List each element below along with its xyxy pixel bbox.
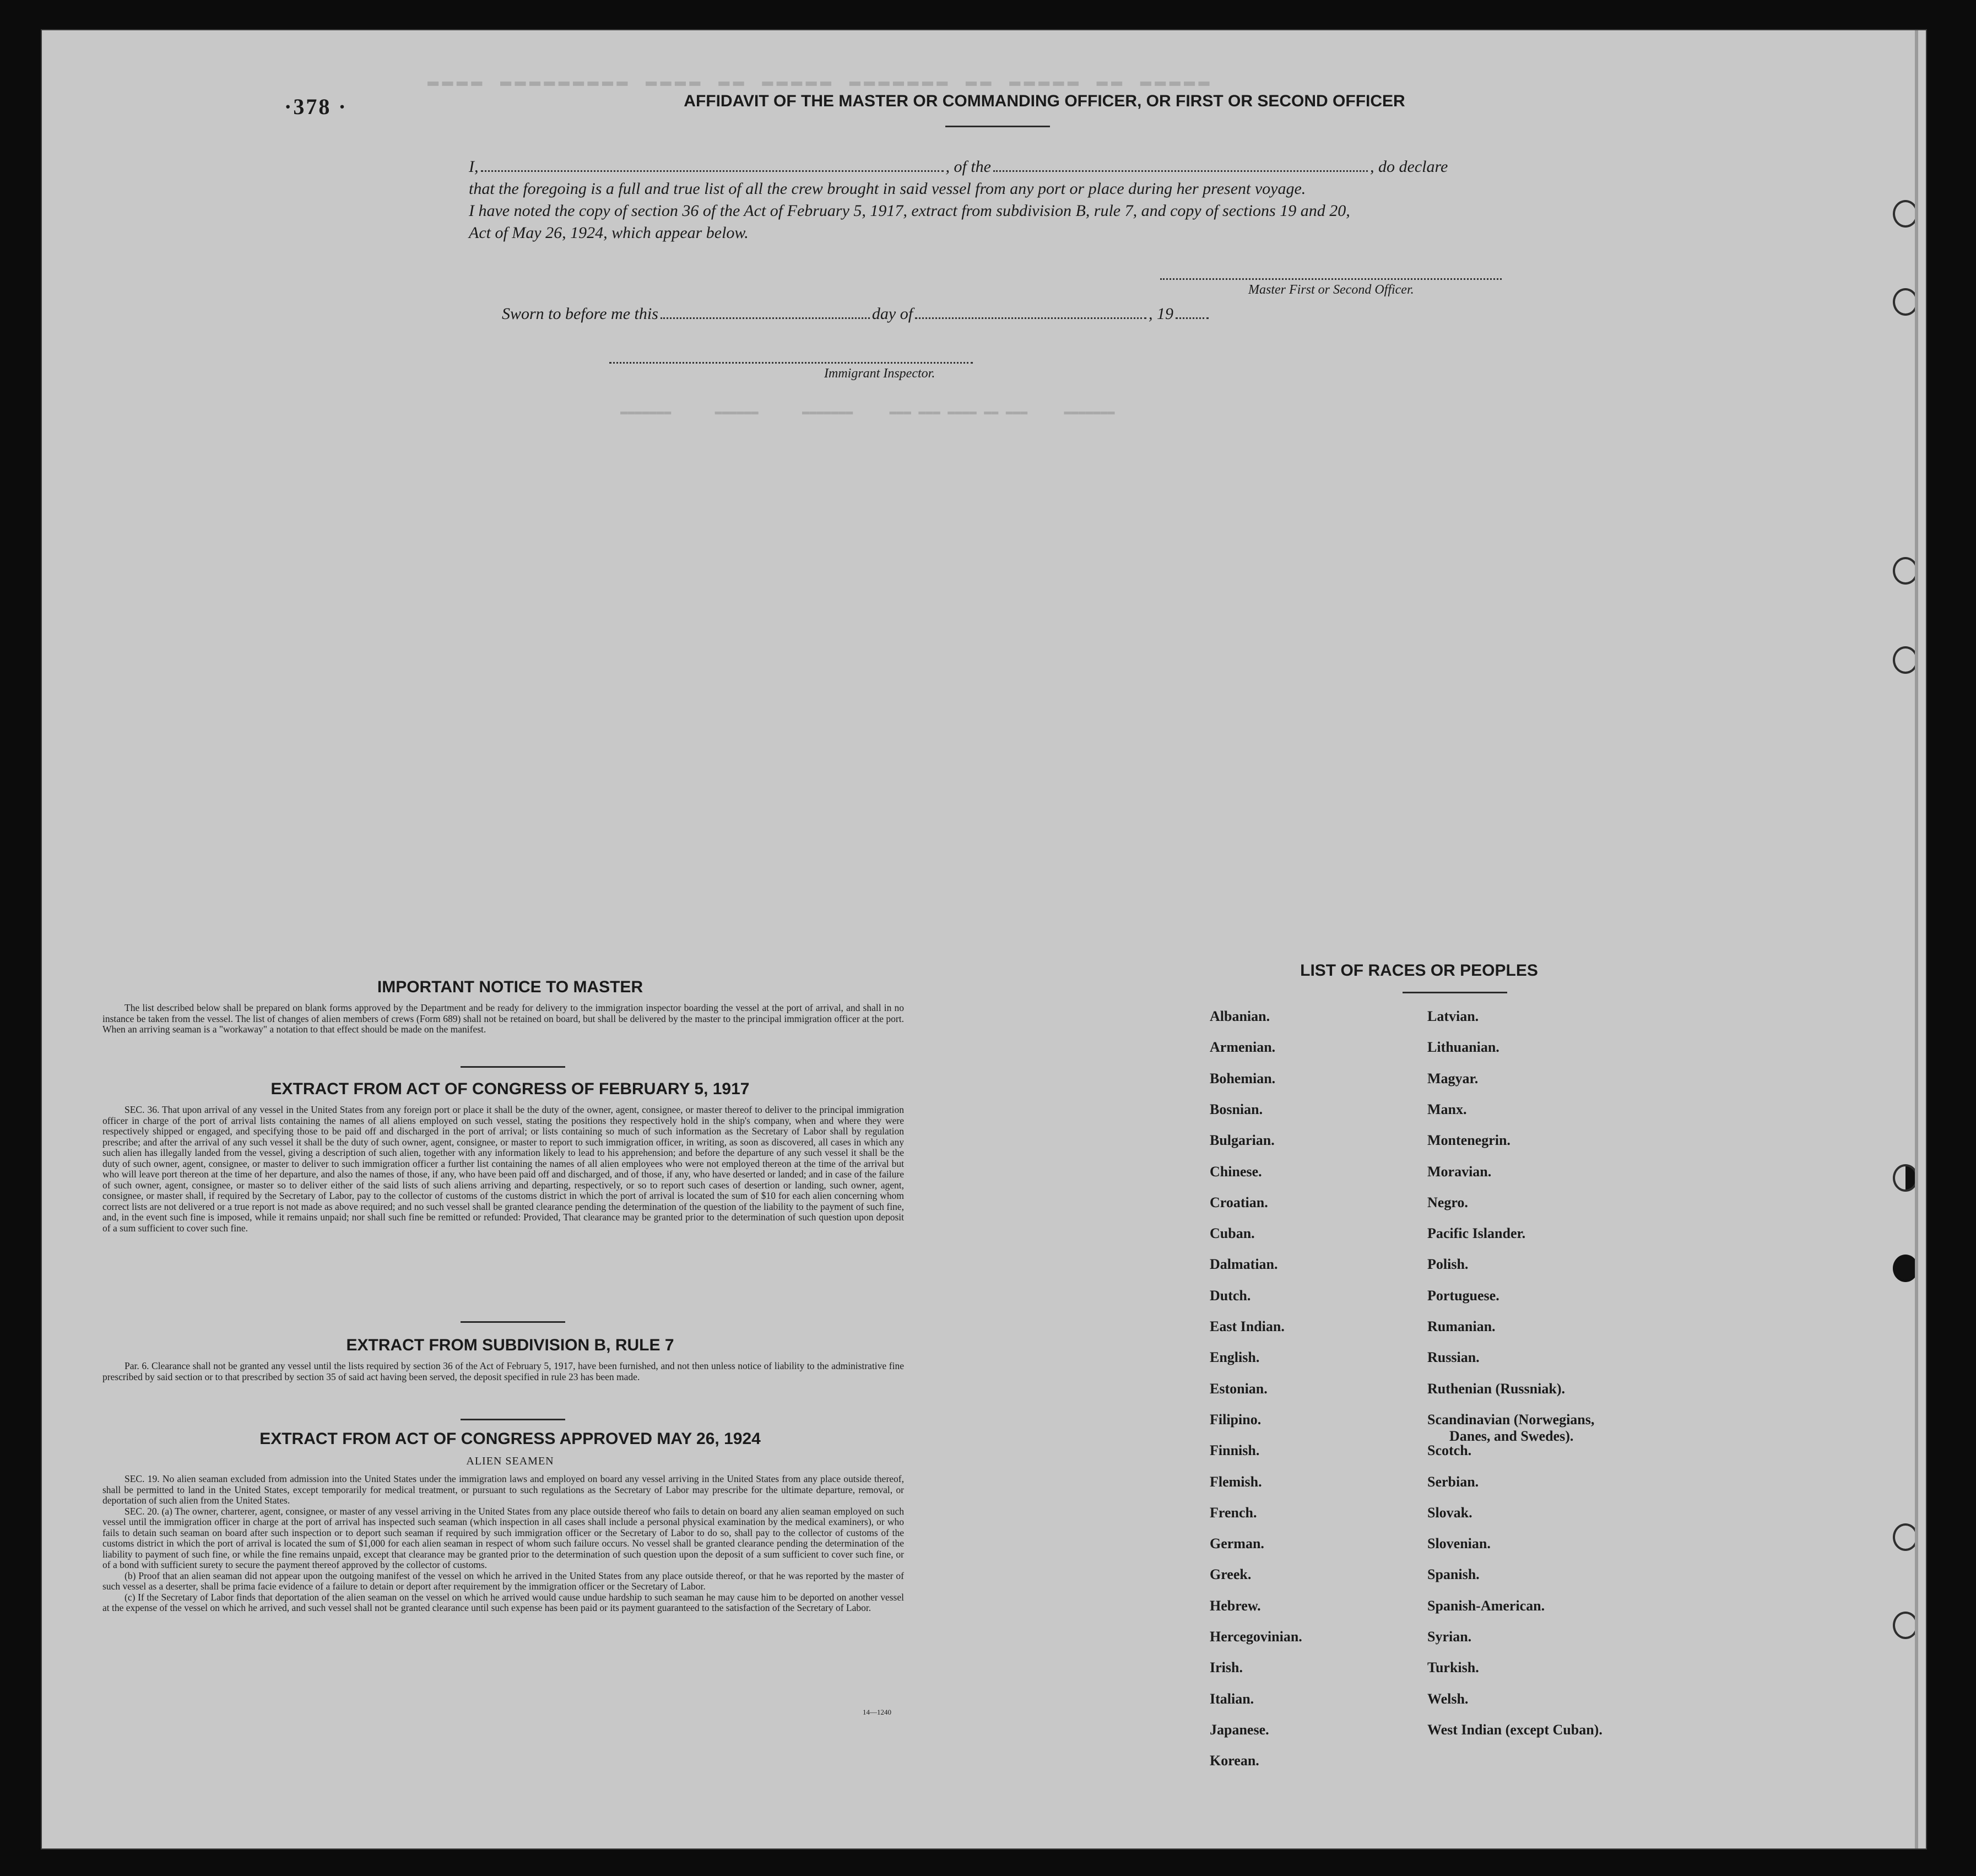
race-item: Filipino. xyxy=(1210,1411,1262,1428)
affidavit-line-1 xyxy=(469,156,1582,178)
race-item: Spanish-American. xyxy=(1427,1597,1545,1614)
race-item: Italian. xyxy=(1210,1690,1254,1707)
race-item: Hercegovinian. xyxy=(1210,1629,1302,1645)
race-item: Japanese. xyxy=(1210,1721,1269,1738)
notice-paragraph: The list described below shall be prepared on blank forms approved by the Department and be ready for delivery to the immigration inspector boarding the vessel at the port of arrival, and shall in no instance be taken from the vessel. The list of changes of alien members of crews (Form 689) shall not be retained on board, but shall be delivered by the master to the principal immigration officer at the port. When an arriving seaman is a "workaway" a notation to that effect should be made on the manifest. xyxy=(102,1002,904,1035)
sworn-label: Sworn to before me this xyxy=(502,305,658,323)
race-item: Albanian. xyxy=(1210,1008,1270,1024)
race-item: Serbian. xyxy=(1427,1473,1479,1490)
race-item: Syrian. xyxy=(1427,1629,1472,1645)
extract-1924-title: EXTRACT FROM ACT OF CONGRESS APPROVED MAY 26, 1924 xyxy=(259,1430,761,1448)
affidavit-title: AFFIDAVIT OF THE MASTER OR COMMANDING OFFICER, OR FIRST OR SECOND OFFICER xyxy=(684,92,1405,110)
race-item: Dutch. xyxy=(1210,1287,1251,1304)
vessel-name-field[interactable] xyxy=(993,170,1368,172)
race-item: East Indian. xyxy=(1210,1318,1285,1334)
rule7-paragraph: Par. 6. Clearance shall not be granted any vessel until the lists required by section 36 of the Act of February 5, 1917, have been furnished, and not then unless notice of liability to the administrative fine prescribed by said section or to that prescribed by section 35 of said act having been served, the deposit specified in rule 23 has been made. xyxy=(102,1360,904,1382)
sworn-month-field[interactable] xyxy=(915,317,1146,319)
race-item: Scandinavian (Norwegians, Danes, and Swedes). xyxy=(1427,1411,1595,1444)
affidavit-line-4: Act of May 26, 1924, which appear below. xyxy=(469,224,749,242)
race-item: Bosnian. xyxy=(1210,1101,1263,1117)
binding-edge xyxy=(1915,30,1918,1848)
race-item: Welsh. xyxy=(1427,1690,1469,1707)
day-of-label: day of xyxy=(871,305,913,323)
race-item: English. xyxy=(1210,1349,1260,1366)
section-20b-paragraph: (b) Proof that an alien seaman did not appear upon the outgoing manifest of the vessel on which he arrived in the United States from any place outside thereof, or that he was reported by the master of such vessel as a deserter, shall be prima facie evidence of a failure to detain or deport after requirement by the immigration officer or the Secretary of Labor. xyxy=(102,1570,904,1592)
affidavit-line-2: that the foregoing is a full and true list of all the crew brought in said vessel from any port or place during her present voyage. xyxy=(469,180,1306,198)
race-item: Latvian. xyxy=(1427,1008,1479,1024)
race-item: Finnish. xyxy=(1210,1442,1260,1459)
sworn-year-field[interactable] xyxy=(1176,317,1209,319)
race-item: Flemish. xyxy=(1210,1473,1262,1490)
section-20c-paragraph: (c) If the Secretary of Labor finds that deportation of the alien seaman on the vessel on which he arrived would cause undue hardship to such seaman he may cause him to be deported on another vessel at the expense of the vessel on which he arrived, and such vessel shall not be granted clearance until such expense has been paid or its payment guaranteed to the satisfaction of the Secretary of Labor. xyxy=(102,1591,904,1613)
affidavit-body xyxy=(469,156,1582,244)
race-item: Polish. xyxy=(1427,1256,1469,1273)
race-item: Bohemian. xyxy=(1210,1070,1276,1086)
extract-1917-body xyxy=(102,1105,904,1234)
race-item: Lithuanian. xyxy=(1427,1039,1499,1056)
race-item: Greek. xyxy=(1210,1566,1252,1583)
race-item: Portuguese. xyxy=(1427,1287,1499,1304)
race-item: Rumanian. xyxy=(1427,1318,1496,1334)
race-item: Pacific Islander. xyxy=(1427,1225,1526,1242)
race-item: Armenian. xyxy=(1210,1039,1276,1056)
race-item: Montenegrin. xyxy=(1427,1132,1511,1149)
notice-title: IMPORTANT NOTICE TO MASTER xyxy=(377,978,643,996)
notice-rule xyxy=(461,1066,565,1068)
race-item: Dalmatian. xyxy=(1210,1256,1278,1273)
notice-body xyxy=(102,1003,904,1035)
extract-1917-rule xyxy=(461,1321,565,1323)
year-label: , 19 xyxy=(1149,305,1174,323)
extract-1924-body xyxy=(102,1474,904,1614)
rule7-title: EXTRACT FROM SUBDIVISION B, RULE 7 xyxy=(346,1336,674,1354)
race-item: Bulgarian. xyxy=(1210,1132,1275,1149)
race-item: Scotch. xyxy=(1427,1442,1472,1459)
race-item: Slovenian. xyxy=(1427,1536,1491,1552)
affidavit-do-declare: , do declare xyxy=(1370,158,1448,176)
stamp-number: ·378 · xyxy=(284,94,348,119)
rule7-rule xyxy=(461,1419,565,1420)
bleed-through-text: ▬▬▬▬ ▬▬▬▬▬▬▬▬▬ ▬▬▬▬ ▬▬ ▬▬▬▬▬ ▬▬▬▬▬▬▬ ▬▬ ▬▬▬▬▬ ▬▬ ▬▬▬▬▬ xyxy=(427,72,1213,93)
race-item: Moravian. xyxy=(1427,1163,1492,1180)
race-item: Magyar. xyxy=(1427,1070,1479,1086)
race-item: West Indian (except Cuban). xyxy=(1427,1721,1603,1738)
master-signature-line[interactable] xyxy=(1160,278,1502,280)
extract-1917-paragraph: SEC. 36. That upon arrival of any vessel in the United States from any foreign port or place it shall be the duty of the owner, agent, consignee, or master thereof to deliver to the principal immigration officer in charge of the port of arrival lists containing the names of all aliens employed on such vessel, stating the positions they respectively hold in the ship's company, when and where they were respectively shipped or engaged, and specifying those to be paid off and discharged in the port of arrival; or lists containing so much of such information as the Secretary of Labor shall by regulation prescribe; and after the arrival of any such vessel it shall be the duty of such owner, agent, consignee, or master to report to such immigration officer, in writing, as soon as discovered, all cases in which any such alien has illegally landed from the vessel, giving a description of such alien, together with any information likely to lead to his apprehension; and before the departure of any such vessel it shall be the duty of such owner, agent, consignee, or master to deliver to such immigration officer a further list containing the names of all alien employees who were not employed thereon at the time of the arrival but who will leave port thereon at the time of her departure, and also the names of those, if any, who have been paid off and discharged, and of those, if any, who have deserted or landed; and in case of the failure of such owner, agent, consignee, or master so to deliver either of the said lists of such aliens arriving and departing, respectively, or so to report such cases of desertion or landing, such owner, agent, consignee, or master shall, if required by the Secretary of Labor, pay to the collector of customs of the customs district in which the port of arrival is located the sum of $10 for each alien concerning whom correct lists are not delivered or a true report is not made as above required; and no such vessel shall be granted clearance pending the determination of the question of the liability to the payment of such fine, and, in the event such fine is imposed, while it remains unpaid; nor shall such fine be remitted or refunded: Provided, That clearance may be granted prior to the determination of such question upon deposit of a sum sufficient to cover such fine. xyxy=(102,1104,904,1234)
race-item: Slovak. xyxy=(1427,1504,1472,1521)
section-20a-paragraph: SEC. 20. (a) The owner, charterer, agent, consignee, or master of any vessel arriving in the United States from any place outside thereof who fails to detain on board any alien seaman employed on such vessel until the immigration officer in charge at the port of arrival has inspected such seaman (which inspection in all cases shall include a personal physical examination by the medical examiners), or who fails to detain such seaman on board after such inspection or to deport such seaman if required by such immigration officer or the Secretary of Labor to do so, shall pay to the collector of customs of the customs district in which the port of arrival is located the sum of $1,000 for each alien seaman in respect of whom such failure occurs. No vessel shall be granted clearance pending the determination of the liability to payment of such fine, or while the fine remains unpaid, except that clearance may be granted prior to the determination of such question upon the deposit of a sum sufficient to cover such fine, or of a bond with sufficient surety to secure the payment thereof approved by the collector of customs. xyxy=(102,1505,904,1570)
affidavit-title-rule xyxy=(945,126,1050,127)
bleed-through-columns: ▬▬▬▬▬▬▬ ▬▬▬▬▬▬ ▬▬▬▬▬▬▬ ▬▬▬ ▬▬▬ ▬▬▬▬ ▬▬ ▬▬▬ ▬▬▬▬▬▬▬ xyxy=(620,405,1115,419)
race-item: French. xyxy=(1210,1504,1257,1521)
extract-1924-subtitle: ALIEN SEAMEN xyxy=(466,1455,554,1467)
affidavit-of-the: , of the xyxy=(945,158,991,176)
master-signature-caption: Master First or Second Officer. xyxy=(1248,283,1414,297)
inspector-signature-caption: Immigrant Inspector. xyxy=(824,366,935,381)
rule7-body xyxy=(102,1361,904,1382)
document-page xyxy=(42,30,1926,1848)
race-item: Turkish. xyxy=(1427,1659,1479,1676)
affidavit-i: I, xyxy=(469,158,479,176)
race-item: Ruthenian (Russniak). xyxy=(1427,1380,1565,1397)
inspector-signature-line[interactable] xyxy=(609,362,973,364)
race-item: Irish. xyxy=(1210,1659,1243,1676)
sworn-day-field[interactable] xyxy=(661,317,870,319)
race-item: Spanish. xyxy=(1427,1566,1480,1583)
race-item: Korean. xyxy=(1210,1753,1259,1769)
race-item: Negro. xyxy=(1427,1194,1468,1210)
extract-1917-title: EXTRACT FROM ACT OF CONGRESS OF FEBRUARY 5, 1917 xyxy=(270,1080,750,1098)
race-item: German. xyxy=(1210,1536,1264,1552)
races-title-rule xyxy=(1403,992,1507,993)
race-item: Croatian. xyxy=(1210,1194,1268,1210)
form-number: 14—1240 xyxy=(863,1708,891,1716)
affidavit-line-3: I have noted the copy of section 36 of the Act of February 5, 1917, extract from subdivision B, rule 7, and copy of sections 19 and 20, xyxy=(469,202,1350,220)
races-title: LIST OF RACES OR PEOPLES xyxy=(1300,961,1538,980)
race-item: Manx. xyxy=(1427,1101,1467,1117)
sworn-line xyxy=(502,305,1211,323)
race-item: Estonian. xyxy=(1210,1380,1268,1397)
race-item: Russian. xyxy=(1427,1349,1480,1366)
race-item: Hebrew. xyxy=(1210,1597,1261,1614)
master-name-field[interactable] xyxy=(481,170,944,172)
race-item: Cuban. xyxy=(1210,1225,1255,1242)
section-19-paragraph: SEC. 19. No alien seaman excluded from admission into the United States under the immigration laws and employed on board any vessel arriving in the United States from any place outside thereof, shall be permitted to land in the United States, except temporarily for medical treatment, or pursuant to such regulations as the Secretary of Labor may prescribe for the ultimate departure, removal, or deportation of such alien from the United States. xyxy=(102,1473,904,1506)
race-item: Chinese. xyxy=(1210,1163,1262,1180)
